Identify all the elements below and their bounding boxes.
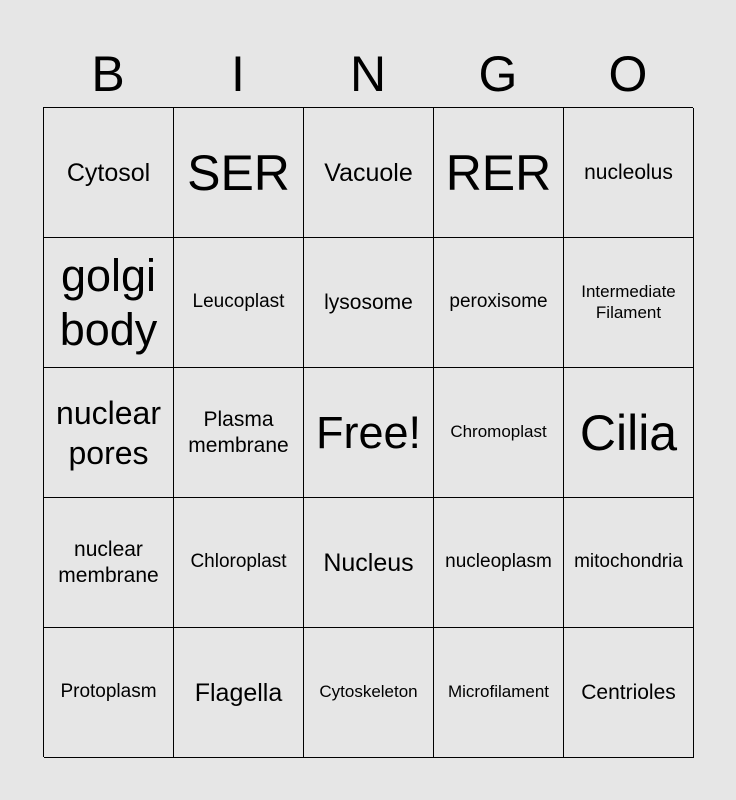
header-letter-o: O [608,46,648,102]
free-space-cell[interactable]: Free! [304,368,434,498]
bingo-cell[interactable]: Flagella [174,628,304,758]
bingo-header [43,42,693,106]
bingo-cell[interactable]: nuclear membrane [44,498,174,628]
bingo-cell[interactable]: Nucleus [304,498,434,628]
bingo-cell[interactable]: Protoplasm [44,628,174,758]
bingo-cell[interactable]: Cilia [564,368,694,498]
bingo-cell[interactable]: nucleoplasm [434,498,564,628]
bingo-cell[interactable]: golgi body [44,238,174,368]
bingo-cell[interactable]: nucleolus [564,108,694,238]
header-letter-g: G [478,46,518,102]
bingo-cell[interactable]: SER [174,108,304,238]
bingo-cell[interactable]: Leucoplast [174,238,304,368]
bingo-cell[interactable]: Intermediate Filament [564,238,694,368]
bingo-cell[interactable]: Plasma membrane [174,368,304,498]
bingo-cell[interactable]: nuclear pores [44,368,174,498]
bingo-cell[interactable]: Chloroplast [174,498,304,628]
bingo-cell[interactable]: Microfilament [434,628,564,758]
bingo-cell[interactable]: RER [434,108,564,238]
bingo-cell[interactable]: Chromoplast [434,368,564,498]
bingo-cell[interactable]: mitochondria [564,498,694,628]
bingo-cell[interactable]: Vacuole [304,108,434,238]
bingo-cell[interactable]: Centrioles [564,628,694,758]
header-letter-i: I [231,46,245,102]
bingo-cell[interactable]: peroxisome [434,238,564,368]
bingo-cell[interactable]: Cytosol [44,108,174,238]
header-letter-n: N [349,46,387,102]
header-letter-b: B [91,46,125,102]
bingo-cell[interactable]: Cytoskeleton [304,628,434,758]
bingo-board [43,107,693,757]
bingo-cell[interactable]: lysosome [304,238,434,368]
